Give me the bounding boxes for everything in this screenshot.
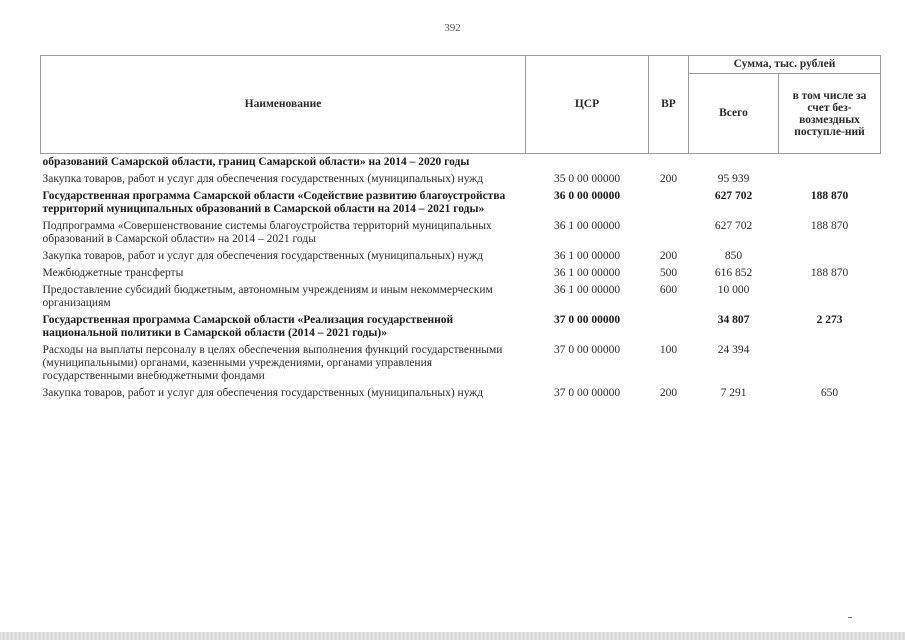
cell-including: 188 870 — [810, 267, 849, 279]
cell-including: 650 — [820, 387, 839, 399]
header-amount-group: Сумма, тыс. рублей — [689, 56, 881, 74]
cell-name: Предоставление субсидий бюджетным, автономным учреждениям и иным некоммерческим организациям — [42, 284, 493, 309]
table-row — [41, 154, 881, 173]
cell-name: Закупка товаров, работ и услуг для обеспечения государственных (муниципальных) нужд — [42, 173, 484, 185]
cell-vr: 100 — [659, 344, 678, 356]
cell-total: 627 702 — [714, 220, 753, 232]
cell-vr: 500 — [659, 267, 678, 279]
cell-including — [779, 283, 881, 313]
budget-table — [40, 55, 881, 403]
cell-csr: 35 0 00 00000 — [553, 173, 621, 185]
cell-name: Расходы на выплаты персоналу в целях обеспечения выполнения функций государственными (муниципальными) органами, казенными учреждениями, органами управления государственными внебюджетными фондами — [42, 344, 503, 382]
cell-total: 24 394 — [717, 344, 750, 356]
header-name: Наименование — [41, 56, 526, 154]
cell-total — [689, 154, 779, 173]
cell-csr: 36 1 00 00000 — [553, 250, 621, 262]
cell-including — [779, 172, 881, 189]
cell-total: 627 702 — [714, 190, 753, 202]
page-number: 392 — [444, 22, 461, 34]
scan-edge — [0, 632, 905, 640]
cell-name: Закупка товаров, работ и услуг для обеспечения государственных (муниципальных) нужд — [42, 250, 484, 262]
table-header — [41, 56, 881, 154]
cell-vr: 200 — [659, 250, 678, 262]
cell-csr: 37 0 00 00000 — [553, 314, 621, 326]
cell-csr: 36 1 00 00000 — [553, 284, 621, 296]
table-row — [41, 189, 881, 219]
cell-vr — [649, 219, 689, 249]
cell-vr: 200 — [659, 387, 678, 399]
table-row — [41, 313, 881, 343]
cell-vr: 600 — [659, 284, 678, 296]
cell-csr — [526, 154, 649, 173]
cell-vr: 200 — [659, 173, 678, 185]
cell-total: 616 852 — [714, 267, 753, 279]
cell-csr: 37 0 00 00000 — [553, 387, 621, 399]
header-including: в том числе за счет без-возмездных поступле-ний — [779, 74, 881, 154]
cell-total: 34 807 — [717, 314, 750, 326]
scan-mark — [848, 617, 852, 618]
cell-total: 7 291 — [720, 387, 747, 399]
cell-total: 95 939 — [717, 173, 750, 185]
cell-including: 188 870 — [810, 190, 849, 202]
cell-csr: 37 0 00 00000 — [553, 344, 621, 356]
cell-vr — [649, 154, 689, 173]
cell-csr: 36 1 00 00000 — [553, 220, 621, 232]
cell-name: Подпрограмма «Совершенствование системы благоустройства территорий муниципальных образований в Самарской области» на 2014 – 2021 годы — [42, 220, 492, 245]
cell-name: Закупка товаров, работ и услуг для обеспечения государственных (муниципальных) нужд — [42, 387, 484, 399]
cell-csr: 36 1 00 00000 — [553, 267, 621, 279]
table-row — [41, 343, 881, 386]
header-csr: ЦСР — [526, 56, 649, 154]
cell-total: 10 000 — [717, 284, 750, 296]
table-row — [41, 172, 881, 189]
cell-including — [779, 154, 881, 173]
table-row — [41, 283, 881, 313]
table-body — [41, 154, 881, 404]
header-vr: ВР — [649, 56, 689, 154]
cell-including: 2 273 — [816, 314, 843, 326]
header-total: Всего — [689, 74, 779, 154]
table-row — [41, 249, 881, 266]
cell-vr — [649, 313, 689, 343]
cell-total: 850 — [724, 250, 743, 262]
cell-name: образований Самарской области, границ Самарской области» на 2014 – 2020 годы — [42, 156, 470, 168]
cell-name: Государственная программа Самарской области «Содействие развитию благоустройства территорий муниципальных образований в Самарской области на 2014 – 2021 годы» — [42, 190, 506, 215]
cell-including — [779, 249, 881, 266]
table-row — [41, 266, 881, 283]
cell-including — [779, 343, 881, 386]
cell-name: Государственная программа Самарской области «Реализация государственной национальной политики в Самарской области (2014 – 2021 годы)» — [42, 314, 454, 339]
table-row — [41, 386, 881, 403]
cell-name: Межбюджетные трансферты — [42, 267, 184, 279]
cell-csr: 36 0 00 00000 — [553, 190, 621, 202]
cell-vr — [649, 189, 689, 219]
table-row — [41, 219, 881, 249]
cell-including: 188 870 — [810, 220, 849, 232]
